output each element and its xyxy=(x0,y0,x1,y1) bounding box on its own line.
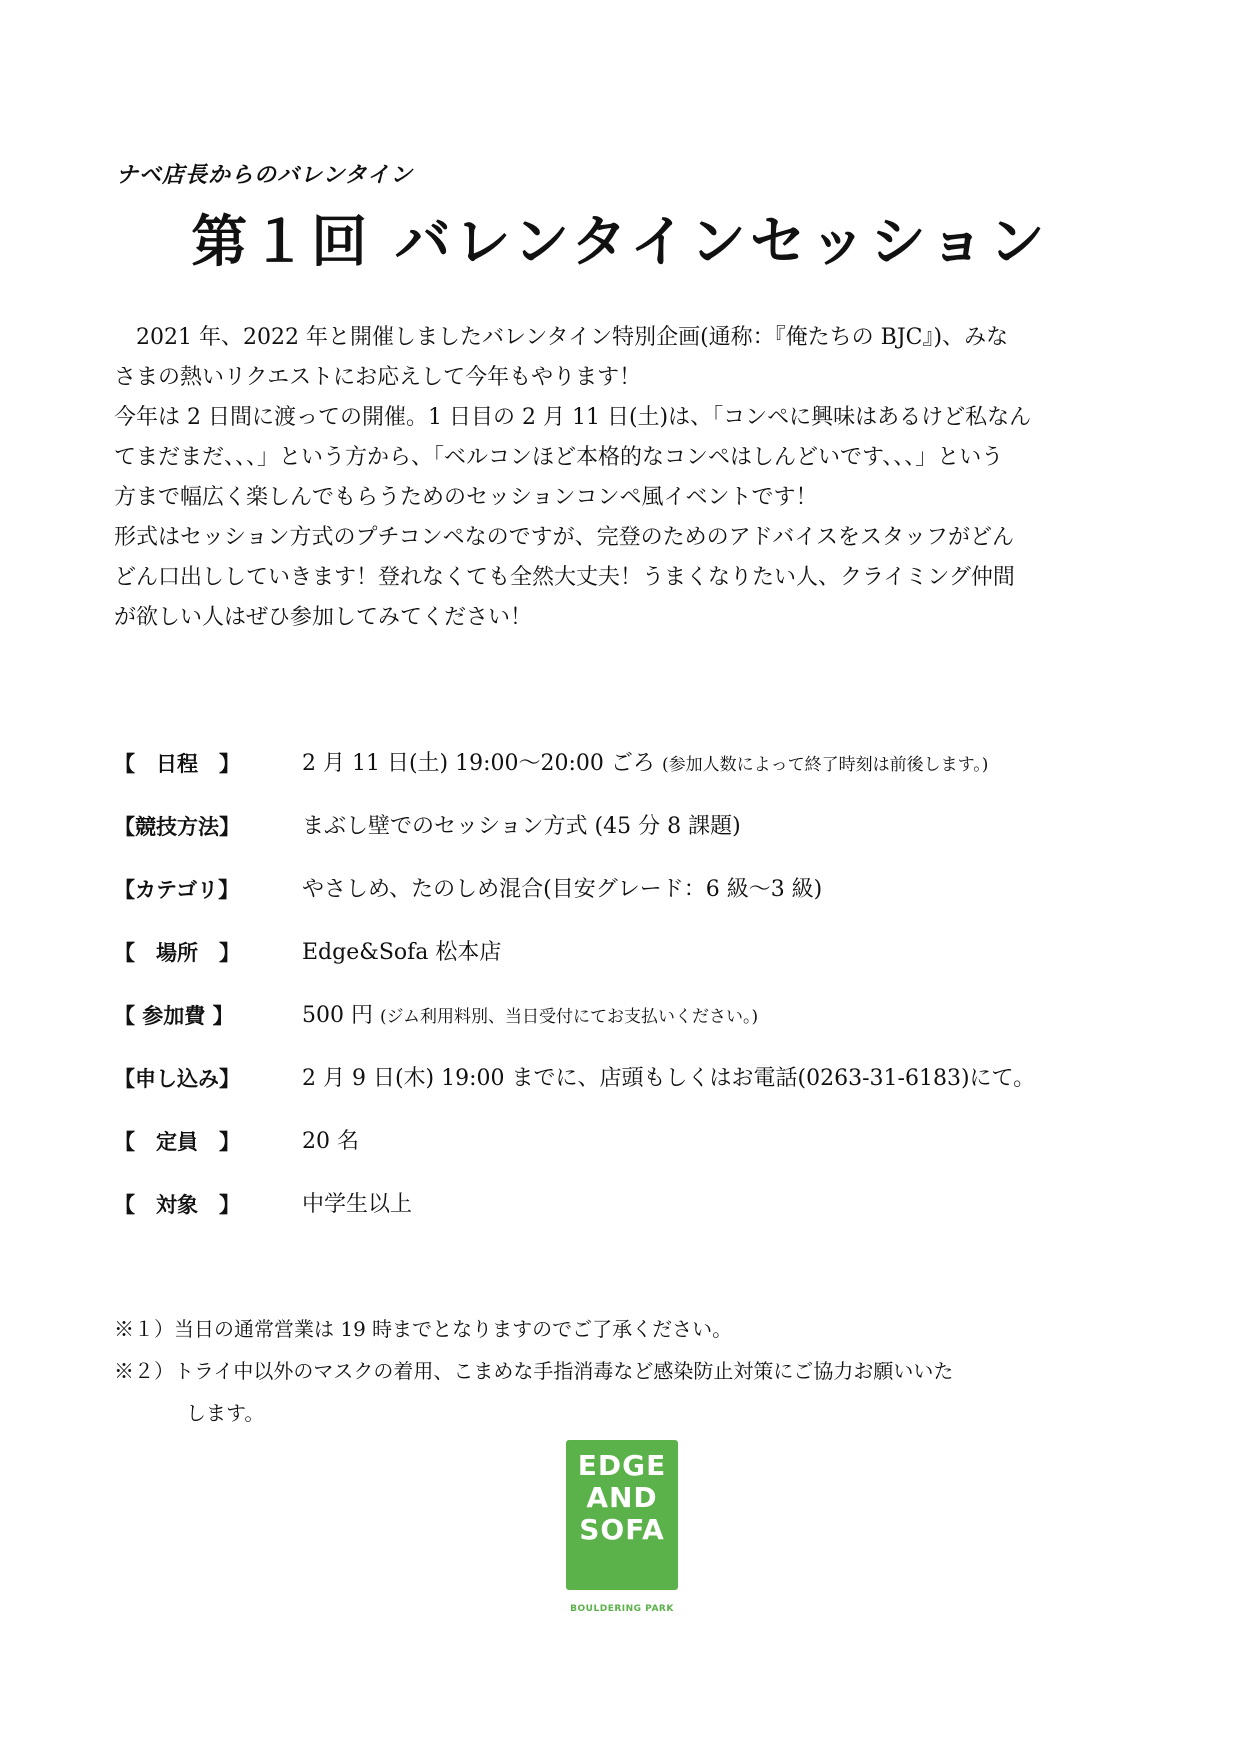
intro-line: さまの熱いリクエストにお応えして今年もやります！ xyxy=(114,365,642,390)
logo-word: AND xyxy=(586,1481,658,1514)
footnote-2: ※２）トライ中以外のマスクの着用、こまめな手指消毒など感染防止対策にご協力お願いいた xyxy=(114,1359,954,1383)
logo-word: EDGE xyxy=(577,1449,667,1482)
detail-label: 【 対象 】 xyxy=(114,1193,240,1217)
detail-label: 【競技方法】 xyxy=(114,815,240,839)
page-title: 第１回 バレンタインセッション xyxy=(191,210,1049,275)
detail-label: 【 参加費 】 xyxy=(114,1004,234,1028)
footnotes xyxy=(114,1308,1134,1434)
intro-line: 形式はセッション方式のプチコンペなのですが、完登のためのアドバイスをスタッフがどん xyxy=(114,525,1015,550)
intro-paragraph xyxy=(114,318,1134,638)
eligibility-value: 中学生以上 xyxy=(302,1192,413,1217)
intro-line: 今年は 2 日間に渡っての開催。1 日目の 2 月 11 日(土)は、「コンペに興味はあるけど私なん xyxy=(114,405,1032,430)
logo-wordmark xyxy=(566,1440,678,1546)
detail-label: 【 場所 】 xyxy=(114,941,240,965)
detail-label: 【 日程 】 xyxy=(114,752,240,776)
detail-apply xyxy=(114,1063,1134,1126)
intro-line: てまだまだ、、、」という方から、「ベルコンほど本格的なコンペはしんどいです、、、」という xyxy=(114,445,1004,470)
detail-venue xyxy=(114,937,1134,1000)
detail-schedule xyxy=(114,748,1134,811)
detail-category xyxy=(114,874,1134,937)
venue-value: Edge&Sofa 松本店 xyxy=(302,940,502,965)
detail-label: 【 定員 】 xyxy=(114,1130,240,1154)
fee-value: 500 円 xyxy=(302,1003,373,1028)
detail-fee xyxy=(114,1000,1134,1063)
schedule-value: 2 月 11 日(土) 19:00〜20:00 ごろ xyxy=(302,751,655,776)
schedule-note: (参加人数によって終了時刻は前後します。) xyxy=(661,755,989,775)
detail-value xyxy=(302,1000,758,1033)
category-value: やさしめ、たのしめ混合(目安グレード：6 級〜3 級) xyxy=(302,877,823,902)
intro-line: 2021 年、2022 年と開催しましたバレンタイン特別企画(通称：『俺たちの BJC』)、みな xyxy=(114,325,1009,350)
footnote-1: ※１）当日の通常営業は 19 時までとなりますのでご了承ください。 xyxy=(114,1317,733,1341)
detail-label: 【カテゴリ】 xyxy=(114,878,240,902)
edge-and-sofa-logo xyxy=(566,1440,678,1614)
intro-line: が欲しい人はぜひ参加してみてください！ xyxy=(114,605,533,630)
intro-line: 方まで幅広く楽しんでもらうためのセッションコンペ風イベントです！ xyxy=(114,485,818,510)
logo-word: SOFA xyxy=(579,1513,665,1546)
detail-eligibility xyxy=(114,1189,1134,1252)
footnote-2-continued: します。 xyxy=(186,1401,265,1425)
detail-value xyxy=(302,748,988,781)
format-value: まぶし壁でのセッション方式 (45 分 8 課題) xyxy=(302,814,741,839)
intro-line: どん口出ししていきます！登れなくても全然大丈夫！うまくなりたい人、クライミング仲間 xyxy=(114,565,1015,590)
detail-label: 【申し込み】 xyxy=(114,1067,240,1091)
logo-tagline: BOULDERING PARK xyxy=(570,1604,674,1614)
detail-format xyxy=(114,811,1134,874)
fee-note: (ジム利用料別、当日受付にてお支払いください。) xyxy=(380,1007,759,1027)
apply-value: 2 月 9 日(木) 19:00 までに、店頭もしくはお電話(0263-31-6183)にて。 xyxy=(302,1066,1036,1091)
capacity-value: 20 名 xyxy=(302,1129,359,1154)
header-kicker: ナベ店長からのバレンタイン xyxy=(116,163,414,188)
detail-capacity xyxy=(114,1126,1134,1189)
event-details xyxy=(114,748,1134,1252)
